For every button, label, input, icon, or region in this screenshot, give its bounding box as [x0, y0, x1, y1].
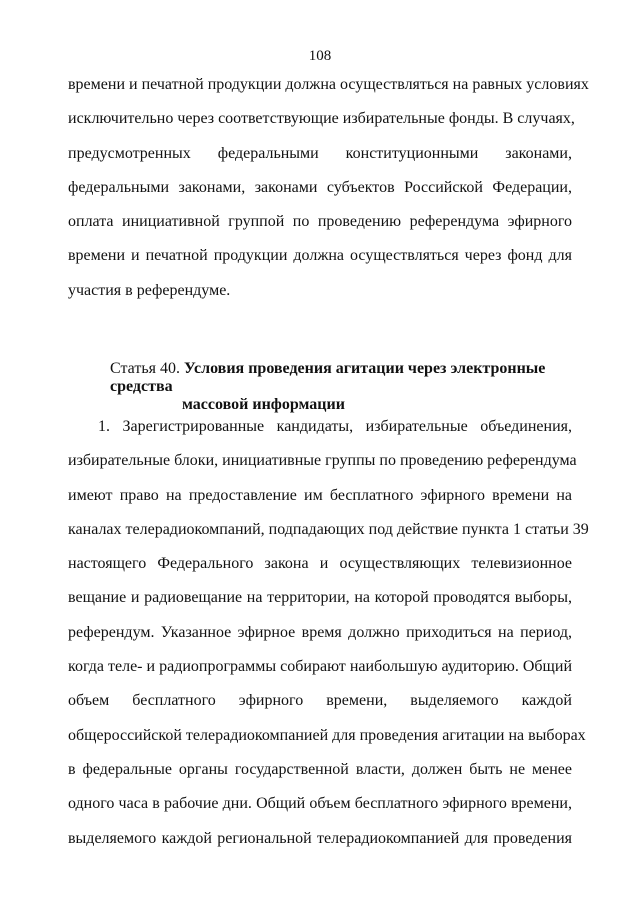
text-line: референдум. Указанное эфирное время должно приходиться на период, [68, 623, 572, 641]
text-line: федеральными законами, законами субъектов Российской Федерации, [68, 178, 572, 196]
article-heading [110, 360, 580, 414]
text-line: вещание и радиовещание на территории, на которой проводятся выборы, [68, 589, 572, 607]
text-line: одного часа в рабочие дни. Общий объем бесплатного эфирного времени, [68, 795, 572, 813]
text-line: когда теле- и радиопрограммы собирают наибольшую аудиторию. Общий [68, 658, 572, 676]
article-title-continuation: массовой информации [182, 396, 345, 413]
text-line: объем бесплатного эфирного времени, выделяемого каждой [68, 692, 572, 710]
text-line: настоящего Федерального закона и осуществляющих телевизионное [68, 555, 572, 573]
text-line: каналах телерадиокомпаний, подпадающих под действие пункта 1 статьи 39 [68, 520, 589, 538]
article-title: Условия проведения агитации через электронные средства [110, 360, 546, 395]
text-line: времени и печатной продукции должна осуществляться на равных условиях [68, 76, 589, 93]
text-line: общероссийской телерадиокомпанией для проведения агитации на выборах [68, 726, 586, 744]
text-line: избирательные блоки, инициативные группы по проведению референдума [68, 452, 577, 470]
text-line: выделяемого каждой региональной телерадиокомпанией для проведения [68, 829, 572, 847]
text-line: исключительно через соответствующие избирательные фонды. В случаях, [68, 110, 575, 128]
text-line: оплата инициативной группой по проведению референдума эфирного [68, 213, 572, 231]
text-line: участия в референдуме. [68, 281, 231, 299]
paragraph-2 [68, 410, 589, 856]
paragraph-1 [68, 68, 589, 308]
text-line: в федеральные органы государственной власти, должен быть не менее [68, 760, 572, 778]
article-number: Статья 40. [110, 360, 180, 377]
text-line: имеют право на предоставление им бесплатного эфирного времени на [68, 486, 572, 504]
text-line: времени и печатной продукции должна осуществляться через фонд для [68, 247, 572, 265]
text-line: предусмотренных федеральными конституционными законами, [68, 144, 572, 162]
page-number: 108 [308, 48, 332, 64]
text-line: 1. Зарегистрированные кандидаты, избирательные объединения, [98, 418, 572, 435]
